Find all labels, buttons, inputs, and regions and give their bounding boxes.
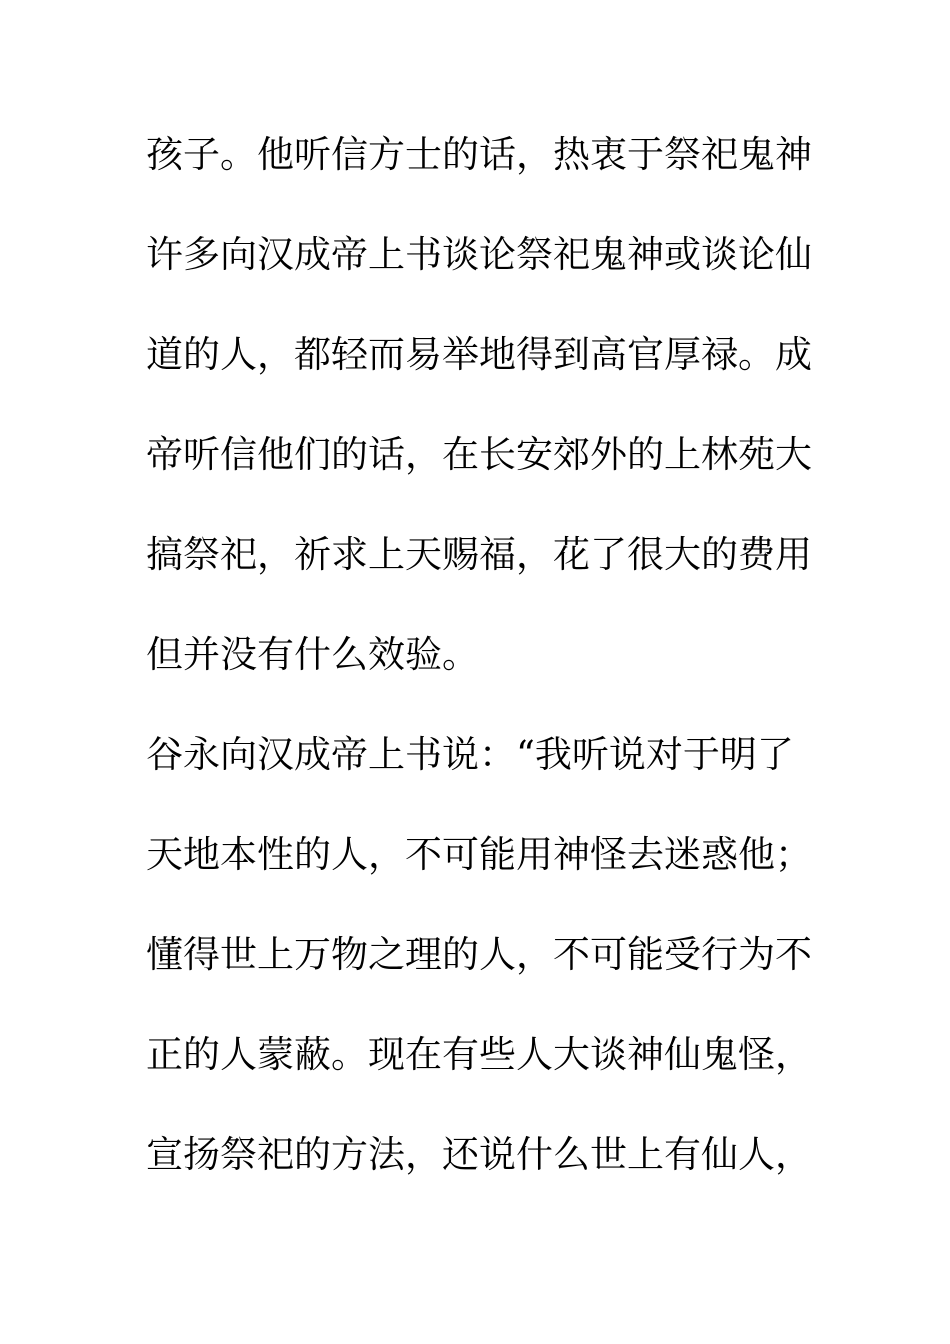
text-line: 道的人，都轻而易举地得到高官厚禄。成 xyxy=(146,333,812,376)
text-line: 帝听信他们的话，在长安郊外的上林苑大 xyxy=(146,433,812,476)
text-line: 天地本性的人，不可能用神怪去迷惑他； xyxy=(146,833,812,876)
text-line: 懂得世上万物之理的人，不可能受行为不 xyxy=(146,933,812,976)
text-line: 但并没有什么效验。 xyxy=(146,633,479,676)
text-line: 孩子。他听信方士的话，热衷于祭祀鬼神 xyxy=(146,133,812,176)
text-line: 许多向汉成帝上书谈论祭祀鬼神或谈论仙 xyxy=(146,233,812,276)
text-line: 正的人蒙蔽。现在有些人大谈神仙鬼怪， xyxy=(146,1033,812,1076)
body-text xyxy=(146,125,826,1225)
text-line: 宣扬祭祀的方法，还说什么世上有仙人， xyxy=(146,1133,812,1176)
text-line: 谷永向汉成帝上书说：“我听说对于明了 xyxy=(146,733,794,776)
text-line: 搞祭祀，祈求上天赐福，花了很大的费用 xyxy=(146,533,812,576)
